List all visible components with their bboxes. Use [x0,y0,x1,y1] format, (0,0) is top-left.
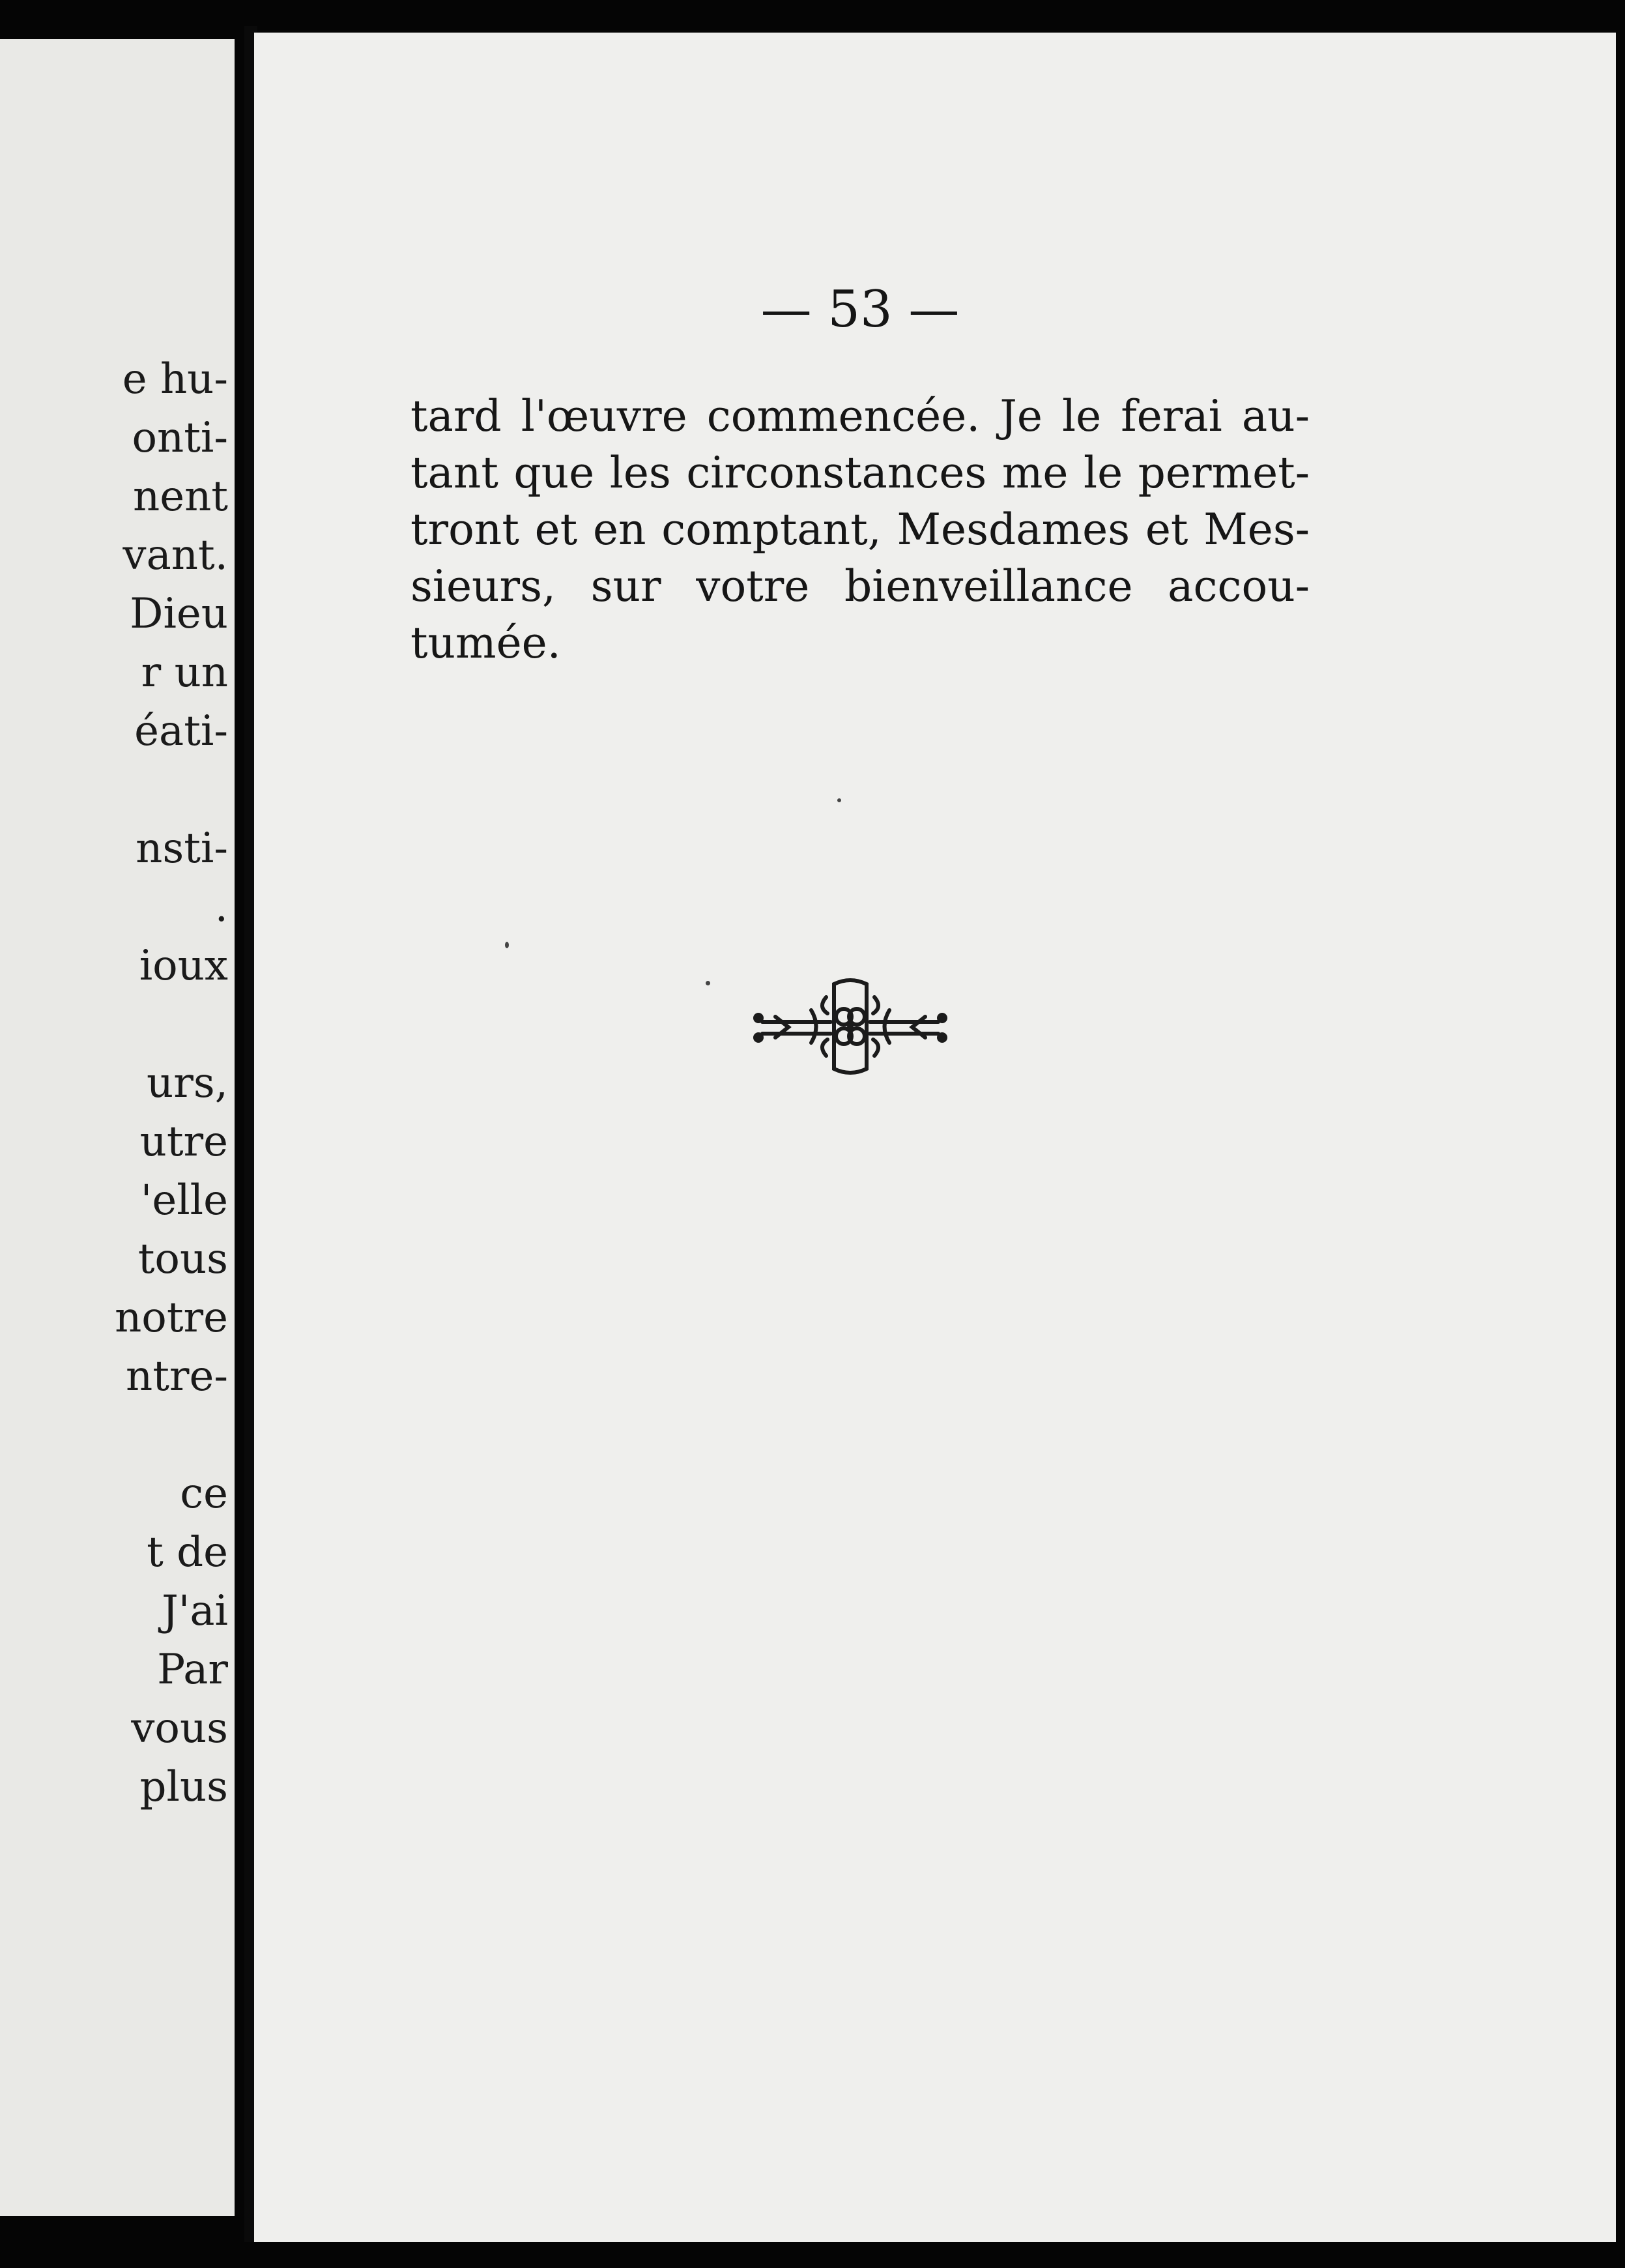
body-text-line: tront et en comptant, Mesdames et Mes- [410,504,1310,555]
previous-page-line: 'elle [140,1176,228,1225]
previous-page-line: nent [132,472,228,521]
page-number: — 53 — [760,280,960,339]
body-text-line: tard l'œuvre commencée. Je le ferai au- [410,391,1310,441]
previous-page-line: ioux [139,942,228,990]
previous-page-line: . [214,883,228,931]
previous-page-line: ce [180,1470,228,1518]
fleuron-ornament-icon [749,971,951,1082]
previous-page-line: Dieu [130,590,228,638]
previous-page-line: r un [141,648,228,697]
previous-page-line: notre [115,1294,228,1342]
previous-page-line: ntre- [125,1352,228,1401]
previous-page-fragment [0,39,235,2216]
previous-page-line: éati- [134,707,228,755]
page-background [254,33,1616,2242]
previous-page-line: Par [157,1646,228,1694]
previous-page-line: vant. [122,531,228,579]
previous-page-line: plus [139,1763,228,1811]
previous-page-line: onti- [132,414,228,462]
previous-page-line: e hu- [122,355,228,403]
previous-page-line: t de [147,1528,228,1577]
previous-page-line: vous [131,1704,228,1752]
previous-page-line: tous [137,1235,228,1283]
body-text-line: tant que les circonstances me le permet- [410,448,1310,498]
previous-page-line: urs, [147,1059,228,1107]
body-text-line: tumée. [410,618,561,668]
body-text-line: sieurs, sur votre bienveillance accou- [410,561,1310,611]
paper-speck [837,798,841,802]
previous-page-line: nsti- [136,824,228,873]
previous-page-line: J'ai [162,1587,228,1635]
paper-speck [706,981,710,985]
paper-speck [505,942,509,948]
body-text [410,388,1310,671]
previous-page-line: utre [139,1118,228,1166]
